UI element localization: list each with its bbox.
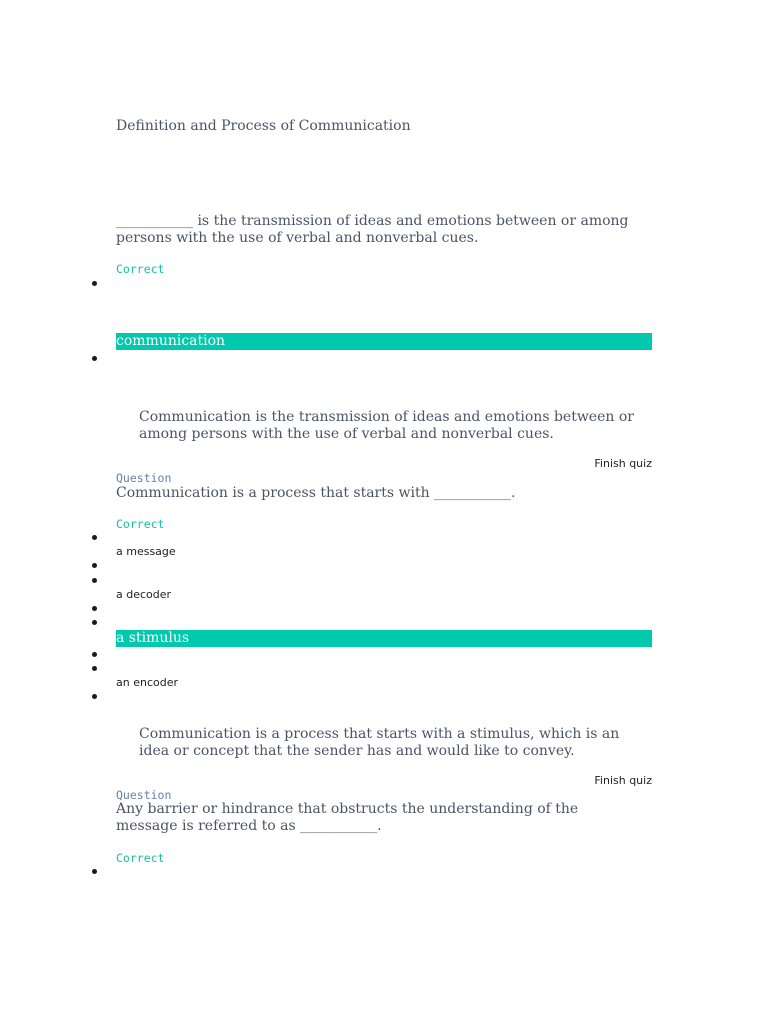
bullet (92, 620, 97, 625)
question-2-text: Communication is a process that starts with ___________. (116, 485, 516, 501)
bullet (92, 606, 97, 611)
question-1-status: Correct (116, 262, 165, 276)
question-1-feedback: Communication is the transmission of ideas and emotions between or among persons with the use of verbal and nonverbal cues. (139, 409, 634, 442)
question-2-label: Question (116, 471, 172, 485)
bullet (92, 652, 97, 657)
bullet (92, 356, 97, 361)
question-2-option-3-selected[interactable]: a stimulus (116, 630, 652, 647)
bullet (92, 666, 97, 671)
finish-quiz-link[interactable]: Finish quiz (594, 774, 652, 787)
question-2-status: Correct (116, 517, 165, 531)
question-2-feedback: Communication is a process that starts with a stimulus, which is an idea or concept that the sender has and would like to convey. (139, 726, 620, 759)
finish-quiz-link[interactable]: Finish quiz (594, 457, 652, 470)
question-2-option-4[interactable]: an encoder (116, 676, 178, 689)
bullet (92, 869, 97, 874)
bullet (92, 694, 97, 699)
question-3-text: Any barrier or hindrance that obstructs the understanding of the message is referred to as ___________. (116, 801, 579, 834)
question-3-status: Correct (116, 851, 165, 865)
question-2-option-1[interactable]: a message (116, 545, 176, 558)
question-2-option-2[interactable]: a decoder (116, 588, 172, 601)
page-title: Definition and Process of Communication (116, 118, 411, 134)
question-1-selected-answer[interactable]: communication (116, 333, 652, 350)
bullet (92, 535, 97, 540)
question-3-label: Question (116, 788, 172, 802)
bullet (92, 281, 97, 286)
question-1-text: ___________ is the transmission of ideas and emotions between or among persons with the use of verbal and nonverbal cues. (116, 213, 629, 246)
bullet (92, 578, 97, 583)
bullet (92, 563, 97, 568)
